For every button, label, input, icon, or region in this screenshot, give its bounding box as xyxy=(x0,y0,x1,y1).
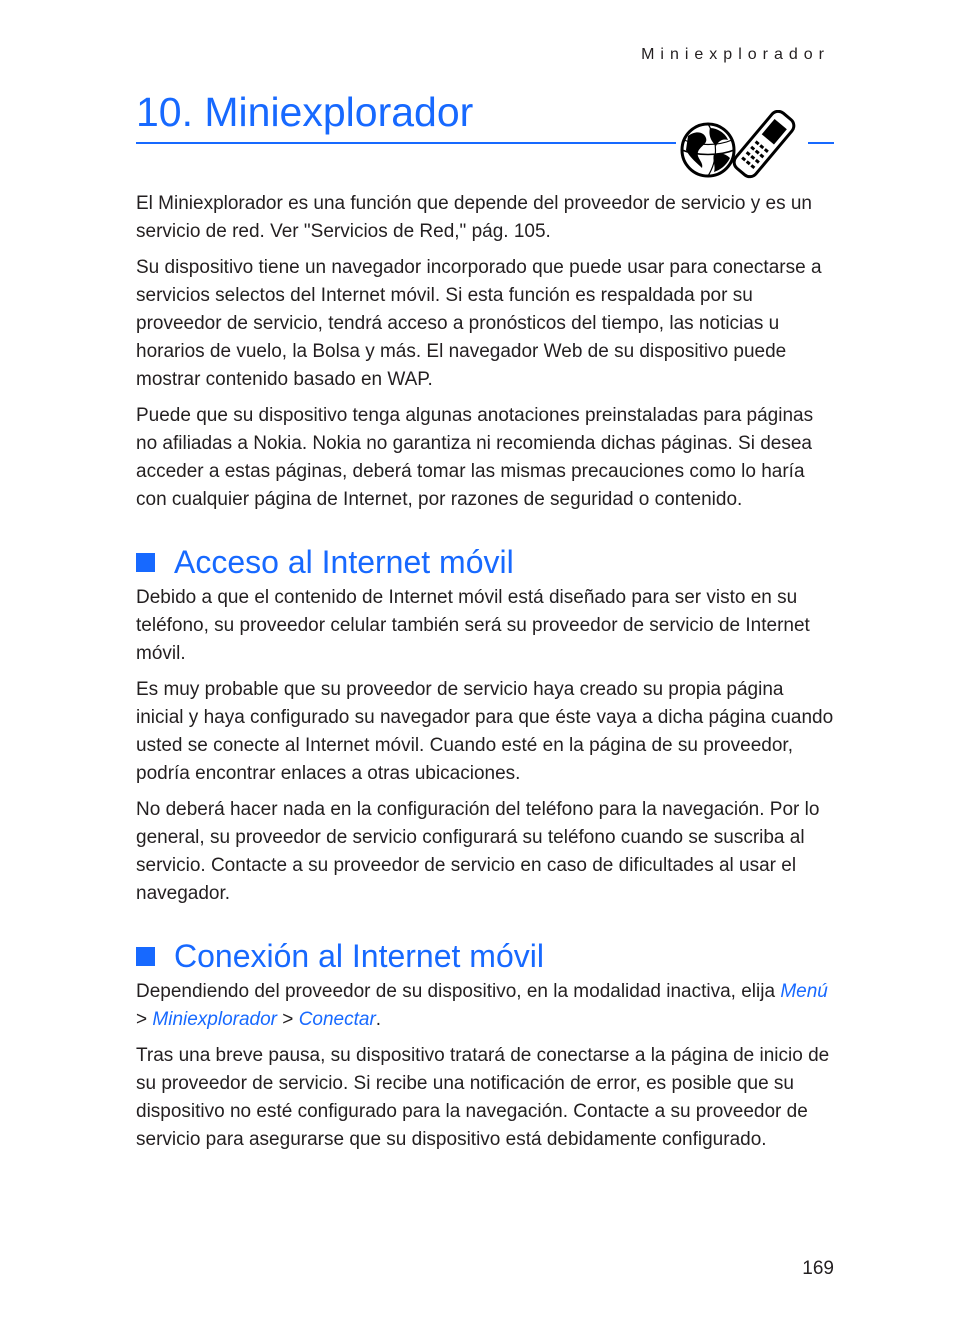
intro-paragraph-1: El Miniexplorador es una función que depende del proveedor de servicio y es un servicio de red. Ver "Servicios de Red," pág. 105. xyxy=(136,193,812,242)
intro-paragraph-2: Su dispositivo tiene un navegador incorporado que puede usar para conectarse a servicios selectos del Internet móvil. Si esta función es respaldada por su proveedor de servicio, tendrá acceso a pronósticos del tiempo, las noticias u horarios de vuelo, la Bolsa y más. El navegador Web de su dispositivo puede mostrar contenido basado en WAP. xyxy=(136,257,822,390)
section-heading-text: Conexión al Internet móvil xyxy=(174,938,544,974)
menu-item-menu: Menú xyxy=(780,981,828,1002)
menu-item-conectar: Conectar xyxy=(298,1009,376,1030)
page-number: 169 xyxy=(802,1258,834,1279)
section-square-icon xyxy=(136,947,155,966)
section-square-icon xyxy=(136,553,155,572)
acceso-paragraph-1: Debido a que el contenido de Internet móvil está diseñado para ser visto en su teléfono, su proveedor celular también será su proveedor de servicio de Internet móvil. xyxy=(136,587,810,664)
menu-separator: > xyxy=(136,1009,148,1030)
conexion-paragraph-1-text: Dependiendo del proveedor de su dispositivo, en la modalidad inactiva, elija xyxy=(136,981,776,1002)
conexion-paragraph-1 xyxy=(136,978,836,1034)
running-header: Miniexplorador xyxy=(641,46,830,63)
intro-paragraph-3: Puede que su dispositivo tenga algunas anotaciones preinstaladas para páginas no afiliadas a Nokia. Nokia no garantiza ni recomienda dichas páginas. Si desea acceder a estas páginas, deberá tomar las mismas precauciones como lo haría con cualquier página de Internet, por razones de seguridad o contenido. xyxy=(136,405,814,510)
page-content xyxy=(136,190,836,1162)
globe-phone-icon xyxy=(676,110,808,184)
acceso-paragraph-3: No deberá hacer nada en la configuración del teléfono para la navegación. Por lo general, su proveedor de servicio configurará su teléfono cuando se suscriba al servicio. Contacte a su proveedor de servicio en caso de dificultades al usar el navegador. xyxy=(136,799,820,904)
conexion-paragraph-2: Tras una breve pausa, su dispositivo tratará de conectarse a la página de inicio de su proveedor de servicio. Si recibe una notificación de error, es posible que su dispositivo no esté configurado para la navegación. Contacte a su proveedor de servicio para asegurarse que su dispositivo está debidamente configurado. xyxy=(136,1045,830,1150)
acceso-paragraph-2: Es muy probable que su proveedor de servicio haya creado su propia página inicial y haya configurado su navegador para que éste vaya a dicha página cuando usted se conecte al Internet móvil. Cuando esté en la página de su proveedor, podría encontrar enlaces a otras ubicaciones. xyxy=(136,679,834,784)
section-heading-conexion xyxy=(136,936,836,976)
chapter-title: 10. Miniexplorador xyxy=(136,89,474,135)
section-heading-text: Acceso al Internet móvil xyxy=(174,544,514,580)
menu-item-miniexplorador: Miniexplorador xyxy=(152,1009,278,1030)
section-heading-acceso xyxy=(136,542,836,582)
end-punctuation: . xyxy=(375,1009,382,1030)
menu-separator: > xyxy=(282,1009,294,1030)
